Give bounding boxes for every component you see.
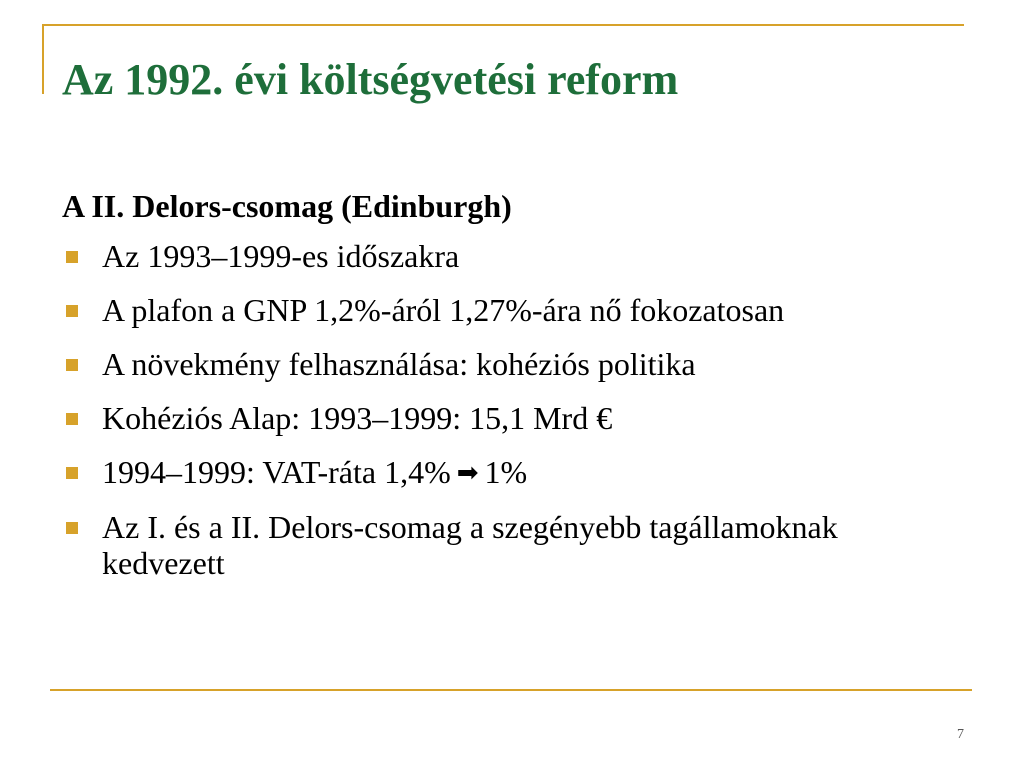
bullet-text: A plafon a GNP 1,2%-áról 1,27%-ára nő fokozatosan	[102, 292, 785, 328]
bullet-text: Kohéziós Alap: 1993–1999: 15,1 Mrd €	[102, 400, 613, 436]
bullet-item	[62, 400, 962, 436]
frame-left-line	[42, 24, 44, 94]
square-bullet-icon	[66, 467, 78, 479]
bullet-text-before-arrow: 1994–1999: VAT-ráta 1,4%	[102, 454, 451, 490]
bullet-text: Az I. és a II. Delors-csomag a szegényebb tagállamoknak kedvezett	[102, 509, 838, 581]
square-bullet-icon	[66, 305, 78, 317]
bullet-item	[62, 454, 962, 491]
bullet-text-after-arrow: 1%	[484, 454, 528, 490]
square-bullet-icon	[66, 359, 78, 371]
bullet-list	[62, 238, 962, 581]
slide-content	[62, 188, 962, 599]
square-bullet-icon	[66, 251, 78, 263]
bullet-text: Az 1993–1999-es időszakra	[102, 238, 460, 274]
square-bullet-icon	[66, 522, 78, 534]
slide-title: Az 1992. évi költségvetési reform	[62, 55, 679, 104]
bullet-item	[62, 509, 962, 581]
square-bullet-icon	[66, 413, 78, 425]
slide-subtitle: A II. Delors-csomag (Edinburgh)	[62, 188, 512, 224]
bullet-item	[62, 346, 962, 382]
right-arrow-icon: ➡	[456, 458, 479, 488]
frame-top-line	[42, 24, 964, 26]
bullet-text: A növekmény felhasználása: kohéziós politika	[102, 346, 696, 382]
bullet-item	[62, 292, 962, 328]
bullet-item	[62, 238, 962, 274]
frame-bottom-line	[50, 689, 972, 691]
page-number: 7	[957, 727, 964, 742]
